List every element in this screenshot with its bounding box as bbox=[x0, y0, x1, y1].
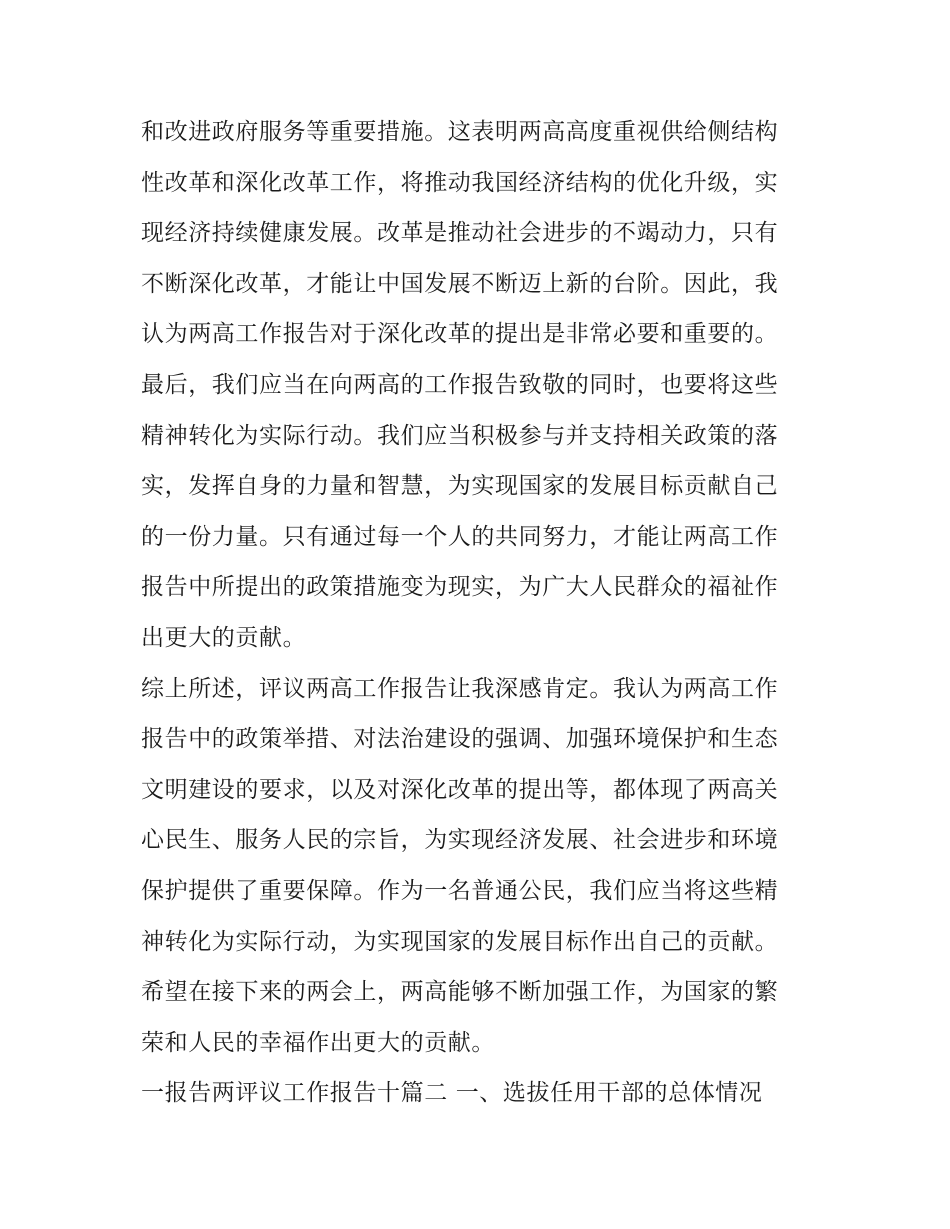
text-line: 文明建设的要求，以及对深化改革的提出等，都体现了两高关 bbox=[141, 776, 779, 803]
text-line: 出更大的贡献。 bbox=[141, 624, 307, 651]
text-line: 心民生、服务人民的宗旨，为实现经济发展、社会进步和环境 bbox=[141, 827, 779, 854]
text-line: 报告中的政策举措、对法治建设的强调、加强环境保护和生态 bbox=[141, 726, 779, 753]
text-line: 神转化为实际行动，为实现国家的发展目标作出自己的贡献。 bbox=[141, 928, 779, 955]
text-line: 精神转化为实际行动。我们应当积极参与并支持相关政策的落 bbox=[141, 422, 779, 449]
text-line: 希望在接下来的两会上，两高能够不断加强工作，为国家的繁 bbox=[141, 979, 779, 1006]
text-line: 保护提供了重要保障。作为一名普通公民，我们应当将这些精 bbox=[141, 877, 779, 904]
text-line: 一报告两评议工作报告十篇二 一、选拔任用干部的总体情况 bbox=[141, 1080, 763, 1107]
text-line: 的一份力量。只有通过每一个人的共同努力，才能让两高工作 bbox=[141, 523, 779, 550]
text-line: 实，发挥自身的力量和智慧，为实现国家的发展目标贡献自己 bbox=[141, 473, 779, 500]
text-line: 认为两高工作报告对于深化改革的提出是非常必要和重要的。 bbox=[141, 321, 779, 348]
text-line: 综上所述，评议两高工作报告让我深感肯定。我认为两高工作 bbox=[141, 675, 779, 702]
text-line: 报告中所提出的政策措施变为现实，为广大人民群众的福祉作 bbox=[141, 574, 779, 601]
text-line: 荣和人民的幸福作出更大的贡献。 bbox=[141, 1029, 495, 1056]
text-line: 和改进政府服务等重要措施。这表明两高高度重视供给侧结构 bbox=[141, 119, 779, 145]
document-body bbox=[141, 107, 821, 1119]
text-line: 性改革和深化改革工作，将推动我国经济结构的优化升级，实 bbox=[141, 169, 779, 196]
text-line: 现经济持续健康发展。改革是推动社会进步的不竭动力，只有 bbox=[141, 220, 779, 247]
text-line: 最后，我们应当在向两高的工作报告致敬的同时，也要将这些 bbox=[141, 371, 779, 398]
text-line: 不断深化改革，才能让中国发展不断迈上新的台阶。因此，我 bbox=[141, 270, 779, 297]
